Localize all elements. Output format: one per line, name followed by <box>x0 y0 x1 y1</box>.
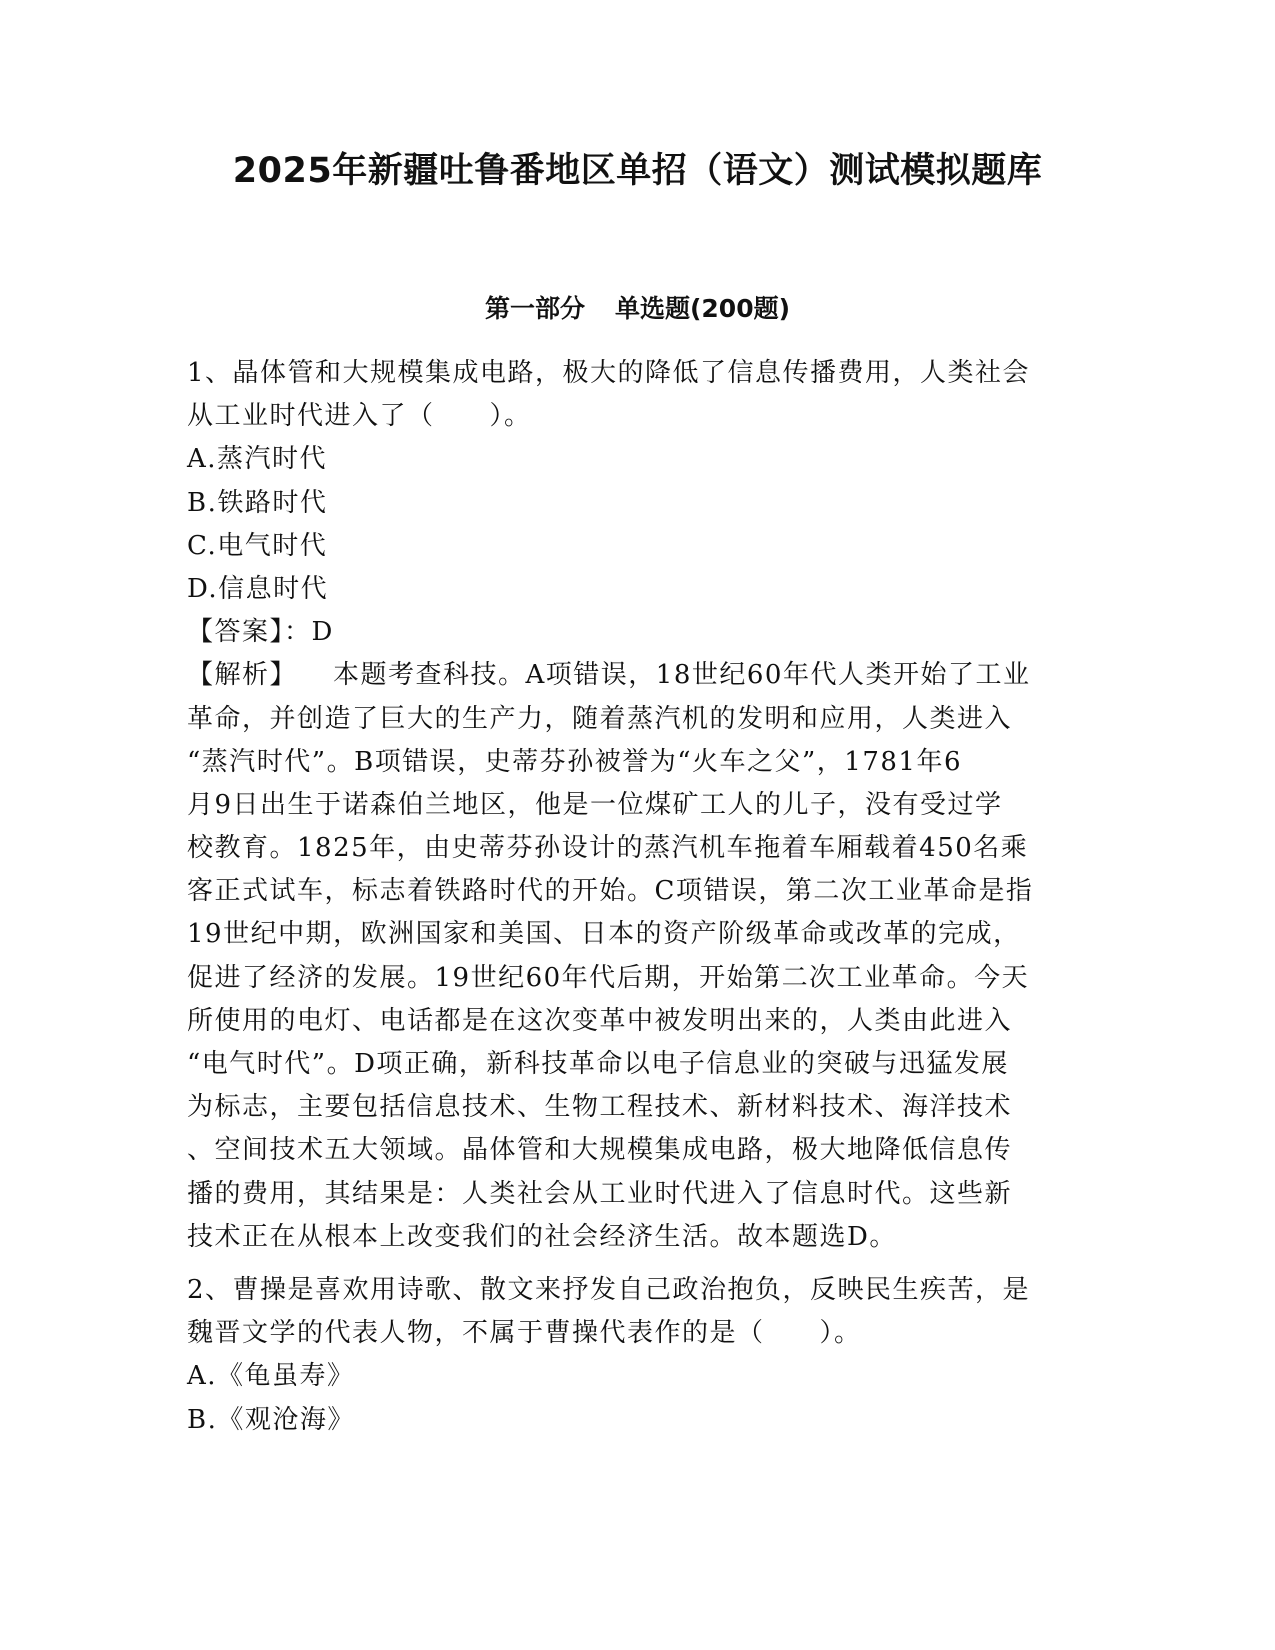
analysis-text: 本题考查科技。A项错误，18世纪60年代人类开始了工业 <box>333 660 1031 691</box>
question-stem-line: 2、曹操是喜欢用诗歌、散文来抒发自己政治抱负，反映民生疾苦，是 <box>187 1274 1031 1305</box>
analysis-line: 客正式试车，标志着铁路时代的开始。C项错误，第二次工业革命是指 <box>187 876 1034 907</box>
question-list <box>187 352 1087 1442</box>
analysis-line: 月9日出生于诺森伯兰地区，他是一位煤矿工人的儿子，没有受过学 <box>187 789 1003 820</box>
analysis-line: 、空间技术五大领域。晶体管和大规模集成电路，极大地降低信息传 <box>187 1135 1013 1166</box>
analysis-line: “蒸汽时代”。B项错误，史蒂芬孙被誉为“火车之父”，1781年6 <box>187 746 962 777</box>
analysis-line: 革命，并创造了巨大的生产力，随着蒸汽机的发明和应用，人类进入 <box>187 703 1013 734</box>
question-2 <box>187 1269 1087 1442</box>
question-1 <box>187 352 1087 1259</box>
question-stem-line: 从工业时代进入了（ ）。 <box>187 401 532 432</box>
analysis-line: 19世纪中期，欧洲国家和美国、日本的资产阶级革命或改革的完成， <box>187 919 1021 950</box>
section-name-label: 单选题(200题) <box>614 294 791 323</box>
option-a: A.《龟虽寿》 <box>187 1361 355 1392</box>
answer-line <box>187 611 1087 654</box>
analysis-line: 所使用的电灯、电话都是在这次变革中被发明出来的，人类由此进入 <box>187 1005 1013 1036</box>
question-stem-line: 魏晋文学的代表人物，不属于曹操代表作的是（ ）。 <box>187 1318 862 1349</box>
answer-label: 【答案】： <box>187 617 312 648</box>
option-a: A.蒸汽时代 <box>187 444 328 475</box>
option-b: B.铁路时代 <box>187 487 328 518</box>
section-part-label: 第一部分 <box>484 294 585 323</box>
analysis-line: 播的费用，其结果是：人类社会从工业时代进入了信息时代。这些新 <box>187 1178 1013 1209</box>
document-title: 2025年新疆吐鲁番地区单招（语文）测试模拟题库 <box>232 151 1043 191</box>
question-stem-line: 1、晶体管和大规模集成电路，极大的降低了信息传播费用，人类社会 <box>187 358 1031 388</box>
analysis-line: “电气时代”。D项正确，新科技革命以电子信息业的突破与迅猛发展 <box>187 1049 1009 1079</box>
analysis-line: 促进了经济的发展。19世纪60年代后期，开始第二次工业革命。今天 <box>187 962 1030 993</box>
analysis-line: 为标志，主要包括信息技术、生物工程技术、新材料技术、海洋技术 <box>187 1092 1013 1123</box>
analysis-line: 技术正在从根本上改变我们的社会经济生活。故本题选D。 <box>187 1221 897 1252</box>
question-separator <box>187 1259 1087 1269</box>
analysis-line: 校教育。1825年，由史蒂芬孙设计的蒸汽机车拖着车厢载着450名乘 <box>187 833 1029 864</box>
section-heading <box>0 292 1275 326</box>
option-d: D.信息时代 <box>187 573 329 604</box>
analysis-label: 【解析】 <box>187 660 298 691</box>
answer-value: D <box>311 617 334 648</box>
option-c: C.电气时代 <box>187 530 328 561</box>
analysis-line <box>187 654 1087 697</box>
option-b: B.《观沧海》 <box>187 1404 355 1435</box>
